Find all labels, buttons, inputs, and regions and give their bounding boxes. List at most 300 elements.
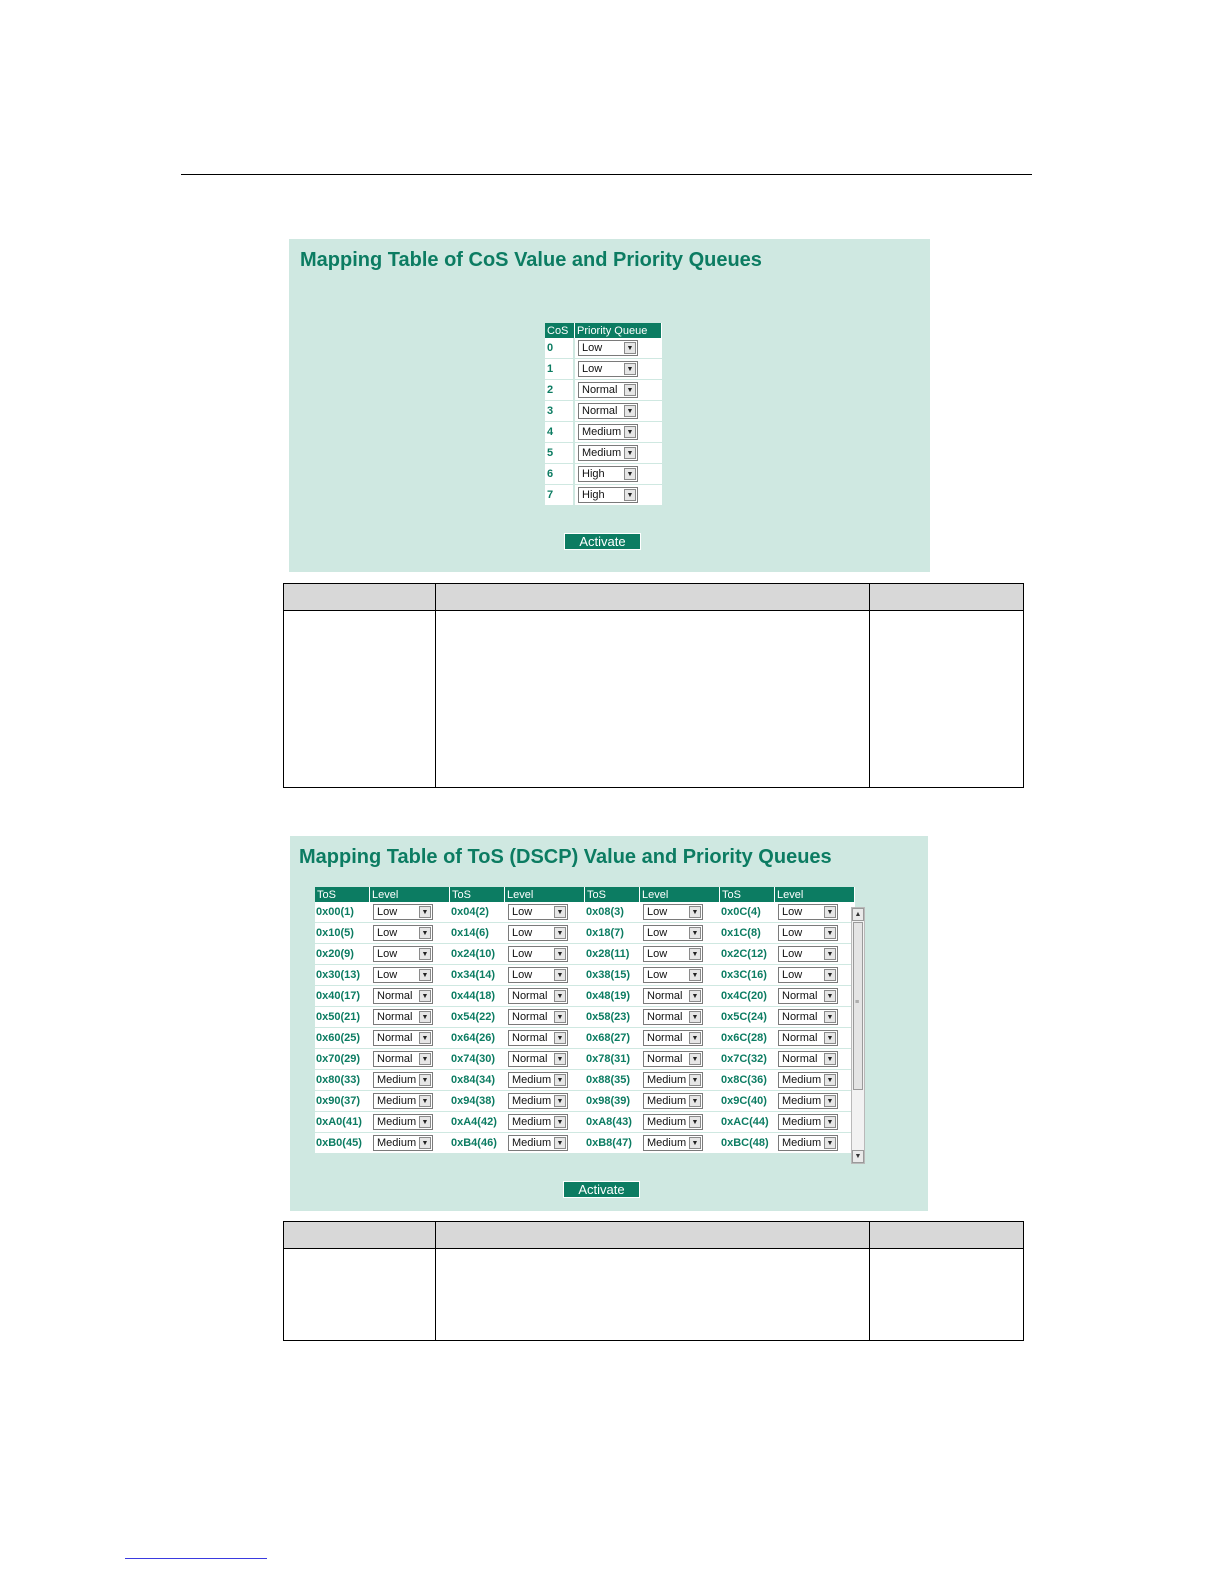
level-cell [505, 902, 585, 923]
priority-select[interactable] [578, 487, 638, 503]
level-cell [370, 1133, 450, 1154]
selected-value: Low [377, 905, 398, 918]
priority-select[interactable] [508, 1114, 568, 1130]
priority-select[interactable] [778, 988, 838, 1004]
arrow-down-icon[interactable]: ▼ [852, 1150, 864, 1163]
setting-column-header [284, 1222, 436, 1249]
level-column-header: Level [775, 887, 855, 902]
selected-value: Normal [512, 989, 548, 1002]
level-column-header: Level [505, 887, 585, 902]
priority-queue-cell [575, 422, 662, 443]
selected-value: Normal [782, 1052, 818, 1065]
priority-select[interactable] [373, 946, 433, 962]
tos-value: 0x90(37) [315, 1091, 370, 1112]
table-row [315, 923, 855, 944]
chevron-down-icon[interactable]: ▼ [419, 927, 431, 939]
chevron-down-icon[interactable]: ▼ [419, 1116, 431, 1128]
priority-queue-cell [575, 380, 662, 401]
tos-value: 0x1C(8) [720, 923, 775, 944]
selected-value: Normal [512, 1010, 548, 1023]
chevron-down-icon[interactable]: ▼ [554, 969, 566, 981]
chevron-down-icon[interactable]: ▼ [554, 990, 566, 1002]
selected-value: Low [647, 926, 668, 939]
chevron-down-icon[interactable]: ▼ [624, 426, 636, 438]
chevron-down-icon[interactable]: ▼ [824, 1032, 836, 1044]
priority-queue-cell [575, 401, 662, 422]
arrow-up-icon[interactable]: ▲ [852, 908, 864, 921]
selected-value: Normal [782, 1031, 818, 1044]
selected-value: Medium [647, 1115, 687, 1128]
table-row [315, 944, 855, 965]
table-row [284, 1249, 1024, 1341]
chevron-down-icon[interactable]: ▼ [624, 468, 636, 480]
priority-select[interactable] [778, 1030, 838, 1046]
table-row [315, 902, 855, 923]
table-row [545, 338, 662, 359]
selected-value: Medium [582, 446, 622, 459]
description-column-header [435, 584, 870, 611]
priority-select[interactable] [643, 967, 703, 983]
selected-value: Medium [377, 1073, 417, 1086]
priority-select[interactable] [778, 1072, 838, 1088]
priority-select[interactable] [643, 904, 703, 920]
factory-default-column-header [870, 584, 1024, 611]
chevron-down-icon[interactable]: ▼ [689, 948, 701, 960]
cos-value: 1 [545, 359, 575, 380]
selected-value: Normal [782, 989, 818, 1002]
priority-select[interactable] [373, 1114, 433, 1130]
selected-value: Normal [377, 1052, 413, 1065]
level-cell [775, 1049, 855, 1070]
priority-select[interactable] [643, 1072, 703, 1088]
selected-value: Normal [582, 404, 618, 417]
cos-value: 5 [545, 443, 575, 464]
tos-value: 0x48(19) [585, 986, 640, 1007]
level-cell [370, 944, 450, 965]
level-cell [775, 944, 855, 965]
table-row [545, 464, 662, 485]
selected-value: Low [377, 947, 398, 960]
chevron-down-icon[interactable]: ▼ [689, 969, 701, 981]
scrollbar-thumb[interactable] [853, 922, 863, 1090]
level-cell [775, 1091, 855, 1112]
priority-select[interactable] [643, 1009, 703, 1025]
chevron-down-icon[interactable]: ▼ [824, 969, 836, 981]
selected-value: Normal [647, 1010, 683, 1023]
table-cell [284, 611, 436, 788]
priority-queue-cell [575, 443, 662, 464]
selected-value: Low [377, 926, 398, 939]
level-column-header: Level [370, 887, 450, 902]
chevron-down-icon[interactable]: ▼ [624, 405, 636, 417]
selected-value: Medium [782, 1094, 822, 1107]
chevron-down-icon[interactable]: ▼ [419, 1137, 431, 1149]
tos-panel-title: Mapping Table of ToS (DSCP) Value and Priority Queues [299, 846, 832, 868]
priority-select[interactable] [578, 361, 638, 377]
table-row [284, 611, 1024, 788]
selected-value: Normal [377, 1010, 413, 1023]
table-cell [870, 611, 1024, 788]
tos-value: 0xB8(47) [585, 1133, 640, 1154]
priority-select[interactable] [508, 1009, 568, 1025]
selected-value: Medium [647, 1073, 687, 1086]
chevron-down-icon[interactable]: ▼ [689, 1032, 701, 1044]
selected-value: Normal [377, 989, 413, 1002]
priority-select[interactable] [508, 925, 568, 941]
tos-value: 0x60(25) [315, 1028, 370, 1049]
priority-select[interactable] [778, 1114, 838, 1130]
chevron-down-icon[interactable]: ▼ [624, 363, 636, 375]
chevron-down-icon[interactable]: ▼ [554, 1011, 566, 1023]
priority-select[interactable] [508, 946, 568, 962]
priority-select[interactable] [643, 1030, 703, 1046]
chevron-down-icon[interactable]: ▼ [824, 1095, 836, 1107]
level-column-header: Level [640, 887, 720, 902]
priority-select[interactable] [643, 1093, 703, 1109]
chevron-down-icon[interactable]: ▼ [824, 1116, 836, 1128]
selected-value: Low [782, 905, 803, 918]
chevron-down-icon[interactable]: ▼ [824, 927, 836, 939]
tos-value: 0x9C(40) [720, 1091, 775, 1112]
priority-queue-cell [575, 359, 662, 380]
selected-value: Low [582, 362, 603, 375]
chevron-down-icon[interactable]: ▼ [624, 384, 636, 396]
level-cell [370, 1049, 450, 1070]
chevron-down-icon[interactable]: ▼ [419, 1032, 431, 1044]
grip-icon: ≡ [855, 999, 860, 1006]
chevron-down-icon[interactable]: ▼ [419, 969, 431, 981]
tos-column-header: ToS [315, 887, 370, 902]
cos-panel-title: Mapping Table of CoS Value and Priority Queues [300, 249, 762, 271]
cos-mapping-table [545, 323, 662, 506]
tos-value: 0x98(39) [585, 1091, 640, 1112]
tos-value: 0x34(14) [450, 965, 505, 986]
selected-value: Medium [647, 1136, 687, 1149]
priority-select[interactable] [508, 967, 568, 983]
selected-value: Low [647, 905, 668, 918]
tos-value: 0x4C(20) [720, 986, 775, 1007]
selected-value: Low [782, 926, 803, 939]
level-cell [640, 1091, 720, 1112]
chevron-down-icon[interactable]: ▼ [689, 1011, 701, 1023]
chevron-down-icon[interactable]: ▼ [689, 906, 701, 918]
chevron-down-icon[interactable]: ▼ [689, 1095, 701, 1107]
selected-value: Normal [647, 989, 683, 1002]
level-cell [505, 986, 585, 1007]
chevron-down-icon[interactable]: ▼ [554, 927, 566, 939]
chevron-down-icon[interactable]: ▼ [624, 489, 636, 501]
level-cell [775, 923, 855, 944]
cos-value: 7 [545, 485, 575, 506]
level-cell [505, 1007, 585, 1028]
priority-select[interactable] [508, 1030, 568, 1046]
tos-value: 0x88(35) [585, 1070, 640, 1091]
selected-value: Normal [512, 1031, 548, 1044]
level-cell [370, 965, 450, 986]
selected-value: Low [782, 968, 803, 981]
level-cell [370, 1007, 450, 1028]
level-cell [640, 1049, 720, 1070]
priority-select[interactable] [578, 466, 638, 482]
chevron-down-icon[interactable]: ▼ [554, 1095, 566, 1107]
chevron-down-icon[interactable]: ▼ [624, 447, 636, 459]
chevron-down-icon[interactable]: ▼ [824, 1011, 836, 1023]
cos-value: 0 [545, 338, 575, 359]
selected-value: Medium [782, 1136, 822, 1149]
level-cell [505, 923, 585, 944]
tos-value: 0x80(33) [315, 1070, 370, 1091]
level-cell [640, 944, 720, 965]
chevron-down-icon[interactable]: ▼ [554, 1137, 566, 1149]
cos-mapping-panel [289, 239, 930, 572]
tos-column-header: ToS [585, 887, 640, 902]
table-cell [435, 1249, 870, 1341]
priority-select[interactable] [373, 967, 433, 983]
tos-value: 0x10(5) [315, 923, 370, 944]
priority-select[interactable] [578, 340, 638, 356]
selected-value: Low [377, 968, 398, 981]
priority-select[interactable] [373, 1135, 433, 1151]
chevron-down-icon[interactable]: ▼ [824, 1137, 836, 1149]
tos-value: 0xB0(45) [315, 1133, 370, 1154]
chevron-down-icon[interactable]: ▼ [824, 990, 836, 1002]
priority-select[interactable] [578, 424, 638, 440]
tos-mapping-panel [290, 836, 928, 1211]
selected-value: Medium [647, 1094, 687, 1107]
priority-select[interactable] [778, 1135, 838, 1151]
priority-select[interactable] [643, 1051, 703, 1067]
tos-value: 0x5C(24) [720, 1007, 775, 1028]
tos-value: 0x28(11) [585, 944, 640, 965]
priority-select[interactable] [578, 445, 638, 461]
tos-value: 0xA0(41) [315, 1112, 370, 1133]
priority-select[interactable] [778, 925, 838, 941]
level-cell [370, 1112, 450, 1133]
tos-value: 0x78(31) [585, 1049, 640, 1070]
cos-settings-description-table [283, 583, 1024, 788]
chevron-down-icon[interactable]: ▼ [419, 948, 431, 960]
level-cell [775, 1007, 855, 1028]
level-cell [775, 1112, 855, 1133]
table-row [315, 986, 855, 1007]
tos-column-header: ToS [450, 887, 505, 902]
selected-value: Low [512, 905, 533, 918]
level-cell [505, 1049, 585, 1070]
selected-value: Normal [782, 1010, 818, 1023]
priority-select[interactable] [373, 1009, 433, 1025]
chevron-down-icon[interactable]: ▼ [624, 342, 636, 354]
chevron-down-icon[interactable]: ▼ [419, 1074, 431, 1086]
priority-select[interactable] [373, 1072, 433, 1088]
level-cell [640, 1007, 720, 1028]
priority-select[interactable] [508, 1051, 568, 1067]
table-cell [435, 611, 870, 788]
priority-select[interactable] [778, 967, 838, 983]
priority-select[interactable] [373, 1030, 433, 1046]
tos-value: 0xB4(46) [450, 1133, 505, 1154]
cos-activate-button[interactable]: Activate [564, 533, 641, 550]
table-row [315, 1049, 855, 1070]
cos-value: 3 [545, 401, 575, 422]
selected-value: Medium [512, 1094, 552, 1107]
level-cell [640, 1070, 720, 1091]
tos-value: 0x44(18) [450, 986, 505, 1007]
level-cell [775, 1070, 855, 1091]
tos-value: 0xBC(48) [720, 1133, 775, 1154]
tos-activate-button[interactable]: Activate [563, 1181, 640, 1198]
tos-value: 0x18(7) [585, 923, 640, 944]
table-cell [870, 1249, 1024, 1341]
chevron-down-icon[interactable]: ▼ [419, 1053, 431, 1065]
selected-value: Normal [377, 1031, 413, 1044]
chevron-down-icon[interactable]: ▼ [689, 990, 701, 1002]
selected-value: Low [647, 947, 668, 960]
priority-select[interactable] [778, 1051, 838, 1067]
tos-value: 0x68(27) [585, 1028, 640, 1049]
priority-select[interactable] [578, 382, 638, 398]
tos-value: 0x00(1) [315, 902, 370, 923]
chevron-down-icon[interactable]: ▼ [689, 1137, 701, 1149]
priority-select[interactable] [643, 946, 703, 962]
level-cell [640, 1133, 720, 1154]
priority-select[interactable] [643, 1114, 703, 1130]
level-cell [775, 902, 855, 923]
chevron-down-icon[interactable]: ▼ [554, 1032, 566, 1044]
tos-value: 0x0C(4) [720, 902, 775, 923]
selected-value: Medium [377, 1115, 417, 1128]
chevron-down-icon[interactable]: ▼ [689, 1053, 701, 1065]
tos-value: 0x2C(12) [720, 944, 775, 965]
selected-value: High [582, 467, 605, 480]
selected-value: Low [512, 947, 533, 960]
tos-value: 0x04(2) [450, 902, 505, 923]
selected-value: Medium [512, 1115, 552, 1128]
priority-select[interactable] [508, 1093, 568, 1109]
level-cell [640, 965, 720, 986]
priority-select[interactable] [373, 904, 433, 920]
table-row [315, 1007, 855, 1028]
selected-value: Medium [377, 1136, 417, 1149]
selected-value: Medium [377, 1094, 417, 1107]
tos-settings-description-table [283, 1221, 1024, 1341]
tos-value: 0xA4(42) [450, 1112, 505, 1133]
chevron-down-icon[interactable]: ▼ [554, 906, 566, 918]
chevron-down-icon[interactable]: ▼ [554, 1116, 566, 1128]
priority-select[interactable] [778, 946, 838, 962]
priority-select[interactable] [643, 925, 703, 941]
tos-table-scrollbar[interactable] [851, 907, 865, 1164]
table-row [315, 965, 855, 986]
table-row [545, 380, 662, 401]
selected-value: Low [512, 926, 533, 939]
priority-select[interactable] [508, 1135, 568, 1151]
chevron-down-icon[interactable]: ▼ [824, 1053, 836, 1065]
tos-value: 0x40(17) [315, 986, 370, 1007]
level-cell [640, 986, 720, 1007]
tos-table-body [315, 902, 855, 1154]
chevron-down-icon[interactable]: ▼ [824, 948, 836, 960]
selected-value: Low [582, 341, 603, 354]
chevron-down-icon[interactable]: ▼ [419, 1011, 431, 1023]
tos-value: 0x58(23) [585, 1007, 640, 1028]
priority-select[interactable] [778, 1093, 838, 1109]
priority-select[interactable] [373, 988, 433, 1004]
level-cell [370, 986, 450, 1007]
cos-column-header: CoS [545, 323, 575, 338]
chevron-down-icon[interactable]: ▼ [554, 948, 566, 960]
tos-value: 0x30(13) [315, 965, 370, 986]
priority-select[interactable] [643, 1135, 703, 1151]
priority-select[interactable] [778, 904, 838, 920]
level-cell [505, 1133, 585, 1154]
chevron-down-icon[interactable]: ▼ [689, 1116, 701, 1128]
chevron-down-icon[interactable]: ▼ [419, 990, 431, 1002]
cos-value: 6 [545, 464, 575, 485]
priority-select[interactable] [508, 904, 568, 920]
tos-value: 0x70(29) [315, 1049, 370, 1070]
selected-value: Medium [512, 1136, 552, 1149]
tos-value: 0x20(9) [315, 944, 370, 965]
description-column-header [435, 1222, 870, 1249]
priority-select[interactable] [643, 988, 703, 1004]
priority-select[interactable] [578, 403, 638, 419]
chevron-down-icon[interactable]: ▼ [689, 927, 701, 939]
level-cell [505, 1028, 585, 1049]
tos-value: 0x64(26) [450, 1028, 505, 1049]
table-row [315, 1070, 855, 1091]
level-cell [775, 1028, 855, 1049]
selected-value: Medium [582, 425, 622, 438]
table-row [315, 1112, 855, 1133]
level-cell [505, 1070, 585, 1091]
selected-value: High [582, 488, 605, 501]
level-cell [370, 1091, 450, 1112]
level-cell [370, 923, 450, 944]
priority-select[interactable] [508, 988, 568, 1004]
cos-table-body [545, 338, 662, 506]
table-row [545, 443, 662, 464]
chevron-down-icon[interactable]: ▼ [419, 906, 431, 918]
level-cell [775, 986, 855, 1007]
tos-value: 0x08(3) [585, 902, 640, 923]
chevron-down-icon[interactable]: ▼ [689, 1074, 701, 1086]
selected-value: Low [647, 968, 668, 981]
chevron-down-icon[interactable]: ▼ [824, 1074, 836, 1086]
tos-column-header: ToS [720, 887, 775, 902]
chevron-down-icon[interactable]: ▼ [554, 1074, 566, 1086]
chevron-down-icon[interactable]: ▼ [554, 1053, 566, 1065]
priority-queue-column-header: Priority Queue [575, 323, 662, 338]
priority-queue-cell [575, 485, 662, 506]
level-cell [370, 1070, 450, 1091]
tos-value: 0x94(38) [450, 1091, 505, 1112]
chevron-down-icon[interactable]: ▼ [824, 906, 836, 918]
cos-value: 2 [545, 380, 575, 401]
priority-select[interactable] [373, 925, 433, 941]
footnote-rule [125, 1558, 267, 1559]
level-cell [505, 1091, 585, 1112]
selected-value: Medium [782, 1073, 822, 1086]
selected-value: Normal [647, 1031, 683, 1044]
priority-select[interactable] [373, 1051, 433, 1067]
tos-value: 0x14(6) [450, 923, 505, 944]
priority-select[interactable] [508, 1072, 568, 1088]
chevron-down-icon[interactable]: ▼ [419, 1095, 431, 1107]
table-row [315, 1091, 855, 1112]
priority-select[interactable] [373, 1093, 433, 1109]
priority-select[interactable] [778, 1009, 838, 1025]
tos-value: 0x24(10) [450, 944, 505, 965]
